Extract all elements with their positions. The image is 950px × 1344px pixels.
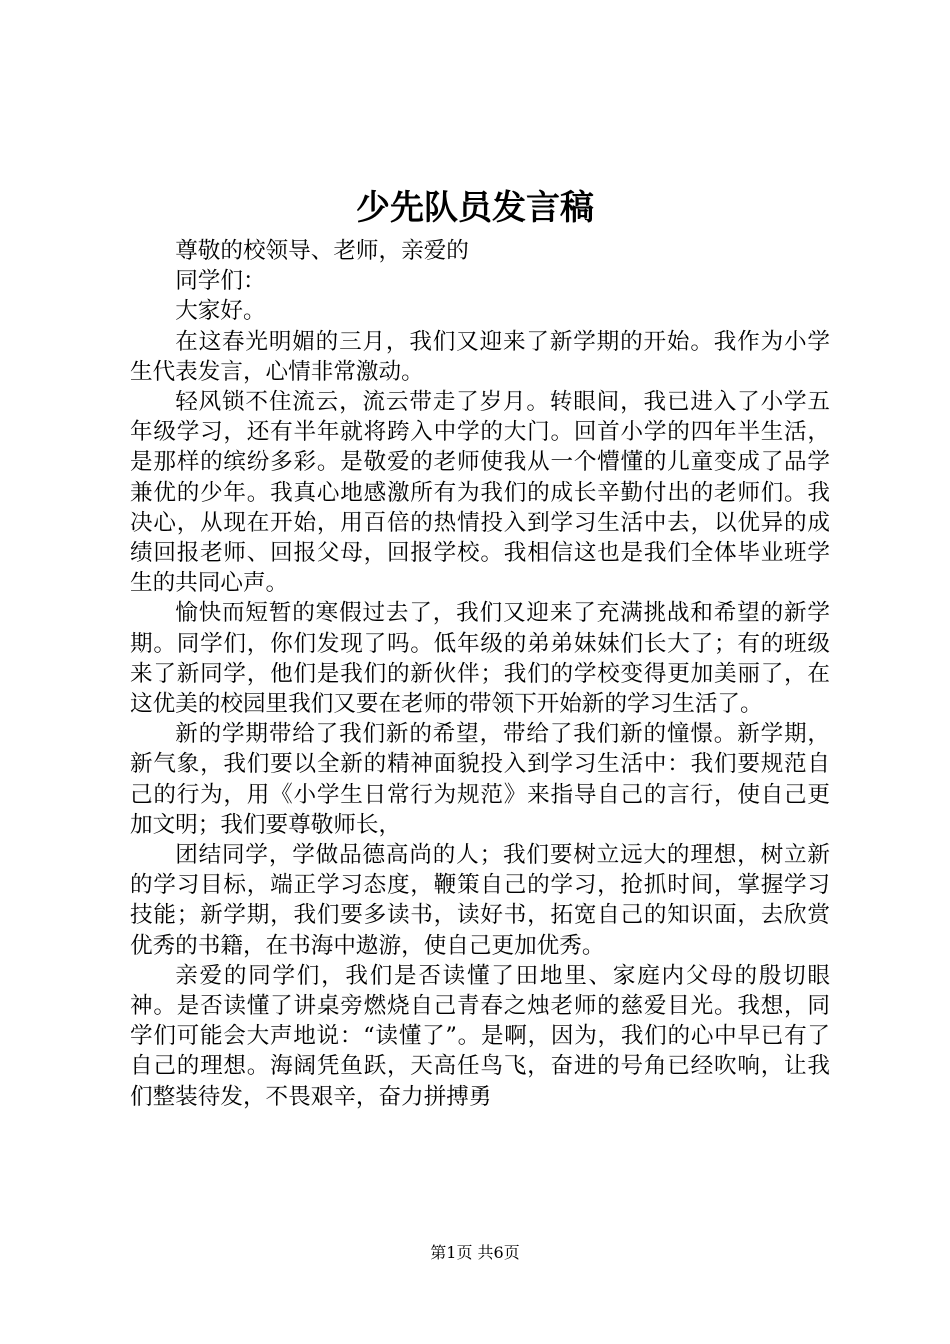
paragraph: 轻风锁不住流云，流云带走了岁月。转眼间，我已进入了小学五年级学习，还有半年就将跨入中学的大门。回首小学的四年半生活，是那样的缤纷多彩。是敬爱的老师使我从一个懵懂的儿童变成了品学兼优的少年。我真心地感激所有为我们的成长辛勤付出的老师们。我决心，从现在开始，用百倍的热情投入到学习生活中去，以优异的成绩回报老师、回报父母，回报学校。我相信这也是我们全体毕业班学生的共同心声。	[130, 389, 830, 597]
page-footer: 第1页 共6页	[430, 1243, 520, 1262]
salutation-line-2: 同学们：	[175, 268, 266, 295]
paragraph: 团结同学，学做品德高尚的人；我们要树立远大的理想，树立新的学习目标，端正学习态度，鞭策自己的学习，抢抓时间，掌握学习技能；新学期，我们要多读书，读好书，拓宽自己的知识面，去欣赏优秀的书籍，在书海中遨游，使自己更加优秀。	[130, 842, 830, 959]
document-body	[130, 236, 830, 1112]
paragraph: 在这春光明媚的三月，我们又迎来了新学期的开始。我作为小学生代表发言，心情非常激动。	[130, 328, 830, 385]
paragraph: 亲爱的同学们，我们是否读懂了田地里、家庭内父母的殷切眼神。是否读懂了讲桌旁燃烧自己青春之烛老师的慈爱目光。我想，同学们可能会大声地说：“读懂了”。是啊，因为，我们的心中早已有了自己的理想。海阔凭鱼跃，天高任鸟飞，奋进的号角已经吹响，让我们整装待发，不畏艰辛，奋力拼搏勇	[130, 962, 830, 1110]
paragraph: 愉快而短暂的寒假过去了，我们又迎来了充满挑战和希望的新学期。同学们，你们发现了吗。低年级的弟弟妹妹们长大了；有的班级来了新同学，他们是我们的新伙伴；我们的学校变得更加美丽了，在这优美的校园里我们又要在老师的带领下开始新的学习生活了。	[130, 600, 830, 718]
document-title: 少先队员发言稿	[356, 188, 594, 228]
salutation-line-1: 尊敬的校领导、老师，亲爱的	[175, 238, 469, 264]
paragraph: 新的学期带给了我们新的希望，带给了我们新的憧憬。新学期，新气象，我们要以全新的精神面貌投入到学习生活中：我们要规范自己的行为，用《小学生日常行为规范》来指导自己的言行，使自己更加文明；我们要尊敬师长，	[130, 721, 830, 838]
greeting: 大家好。	[175, 298, 266, 325]
